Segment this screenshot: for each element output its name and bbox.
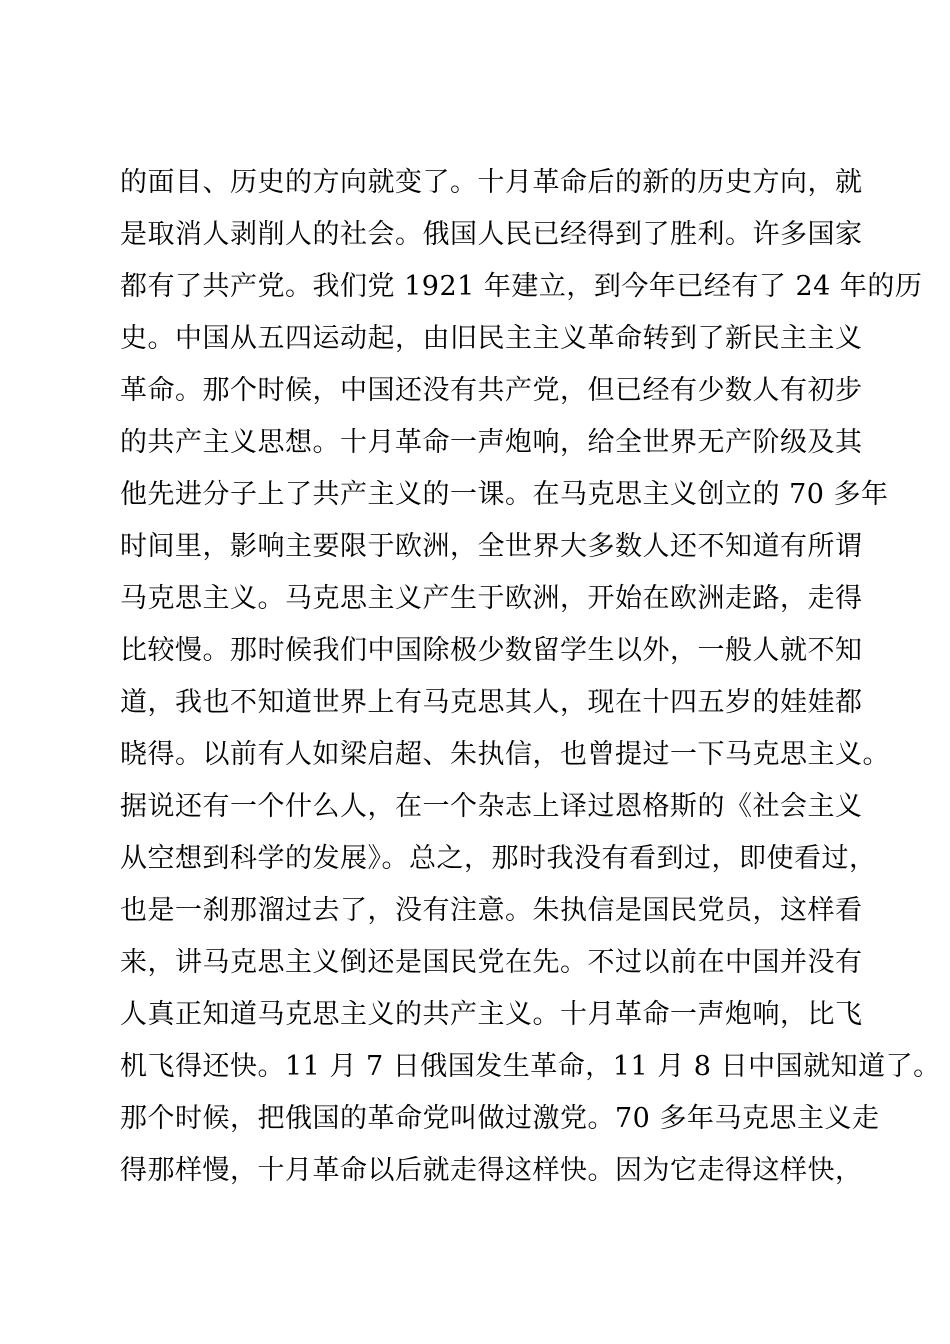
- text-line: 得那样慢，十月革命以后就走得这样快。因为它走得这样快，: [120, 1155, 863, 1186]
- text-line: 的共产主义思想。十月革命一声炮响，给全世界无产阶级及其: [120, 427, 863, 458]
- text-line: 的面目、历史的方向就变了。十月革命后的新的历史方向，就: [120, 167, 863, 198]
- text-line: 马克思主义。马克思主义产生于欧洲，开始在欧洲走路，走得: [120, 583, 863, 614]
- body-text: [120, 157, 941, 1197]
- text-line: 来，讲马克思主义倒还是国民党在先。不过以前在中国并没有: [120, 947, 863, 978]
- text-line: 机飞得还快。11 月 7 日俄国发生革命，11 月 8 日中国就知道了。: [120, 1051, 941, 1082]
- text-line: 时间里，影响主要限于欧洲，全世界大多数人还不知道有所谓: [120, 531, 863, 562]
- text-line: 那个时候，把俄国的革命党叫做过激党。70 多年马克思主义走: [120, 1103, 880, 1134]
- text-line: 都有了共产党。我们党 1921 年建立，到今年已经有了 24 年的历: [120, 271, 923, 302]
- text-line: 人真正知道马克思主义的共产主义。十月革命一声炮响，比飞: [120, 999, 863, 1030]
- text-line: 道，我也不知道世界上有马克思其人，现在十四五岁的娃娃都: [120, 687, 863, 718]
- text-line: 是取消人剥削人的社会。俄国人民已经得到了胜利。许多国家: [120, 219, 863, 250]
- text-line: 从空想到科学的发展》。总之，那时我没有看到过，即使看过，: [120, 843, 877, 874]
- text-line: 晓得。以前有人如梁启超、朱执信，也曾提过一下马克思主义。: [120, 739, 890, 770]
- text-line: 据说还有一个什么人，在一个杂志上译过恩格斯的《社会主义: [120, 791, 863, 822]
- text-line: 史。中国从五四运动起，由旧民主主义革命转到了新民主主义: [120, 323, 863, 354]
- text-line: 比较慢。那时候我们中国除极少数留学生以外，一般人就不知: [120, 635, 863, 666]
- text-line: 革命。那个时候，中国还没有共产党，但已经有少数人有初步: [120, 375, 863, 406]
- text-line: 他先进分子上了共产主义的一课。在马克思主义创立的 70 多年: [120, 479, 889, 510]
- text-line: 也是一刹那溜过去了，没有注意。朱执信是国民党员，这样看: [120, 895, 863, 926]
